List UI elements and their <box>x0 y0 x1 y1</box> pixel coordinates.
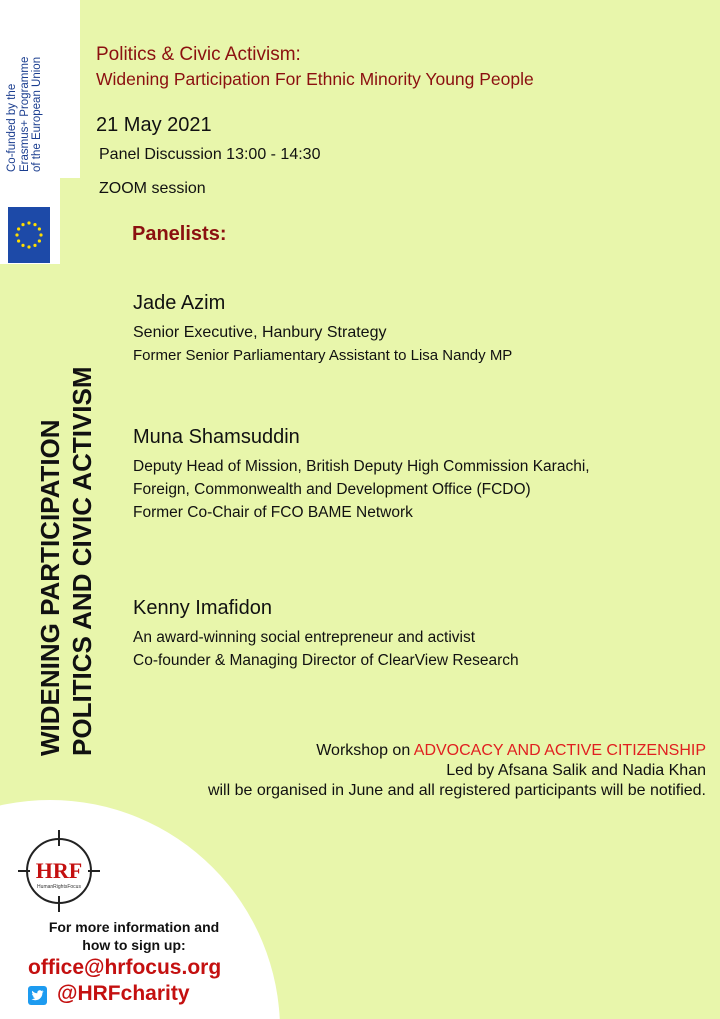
panelist-kenny-imafidon <box>133 597 519 672</box>
event-venue: ZOOM session <box>99 180 206 197</box>
workshop-note <box>208 741 706 801</box>
event-date: 21 May 2021 <box>96 114 212 136</box>
panelist-muna-shamsuddin <box>133 426 590 524</box>
eu-star-icon <box>17 239 20 242</box>
eu-text-line1: Co-funded by the <box>6 83 18 172</box>
panelist-role: Co-founder & Managing Director of ClearView Research <box>133 652 519 669</box>
eu-flag-icon <box>8 207 50 263</box>
eu-star-icon <box>33 244 36 247</box>
workshop-line3: will be organised in June and all registered participants will be notified. <box>207 782 706 799</box>
info-line2: how to sign up: <box>82 937 186 953</box>
side-title-line1: WIDENING PARTICIPATION <box>35 419 65 756</box>
workshop-prefix: Workshop on <box>316 742 414 759</box>
panelists-heading: Panelists: <box>132 223 227 245</box>
side-title <box>34 366 98 756</box>
workshop-line1 <box>208 741 706 761</box>
panelist-role: Former Co-Chair of FCO BAME Network <box>133 504 413 521</box>
panelist-jade-azim <box>133 292 512 366</box>
panelist-name: Kenny Imafidon <box>133 597 272 619</box>
panelist-role: An award-winning social entrepreneur and activist <box>133 629 476 646</box>
event-subtitle: Widening Participation For Ethnic Minority Young People <box>96 69 534 89</box>
eu-star-icon <box>17 227 20 230</box>
event-title: Politics & Civic Activism: <box>96 44 301 65</box>
panelist-role: Deputy Head of Mission, British Deputy High Commission Karachi, <box>133 458 590 475</box>
eu-star-icon <box>27 221 30 224</box>
contact-info-text <box>26 918 242 954</box>
eu-text-line3: of the European Union <box>31 56 43 172</box>
hrf-logo <box>16 828 102 914</box>
contact-email-link[interactable]: office@hrfocus.org <box>28 956 222 979</box>
twitter-handle: @HRFcharity <box>57 982 190 1005</box>
eu-star-icon <box>33 223 36 226</box>
side-title-line2: POLITICS AND CIVIC ACTIVISM <box>67 366 97 756</box>
panelist-role: Senior Executive, Hanbury Strategy <box>133 324 387 341</box>
workshop-topic: ADVOCACY AND ACTIVE CITIZENSHIP <box>413 742 706 759</box>
eu-star-icon <box>15 233 18 236</box>
eu-cofunding-text <box>6 57 44 172</box>
workshop-line2: Led by Afsana Salik and Nadia Khan <box>446 762 706 779</box>
panelist-name: Jade Azim <box>133 292 226 314</box>
panelist-role: Former Senior Parliamentary Assistant to Lisa Nandy MP <box>133 347 513 364</box>
panelist-name: Muna Shamsuddin <box>133 426 300 448</box>
eu-star-icon <box>38 227 41 230</box>
eu-text-line2: Erasmus+ Programme <box>18 56 31 172</box>
info-line1: For more information and <box>48 919 220 935</box>
eu-star-icon <box>39 233 42 236</box>
eu-star-icon <box>21 223 24 226</box>
logo-subtext: HumanRightsFocus <box>37 884 81 890</box>
eu-star-icon <box>38 239 41 242</box>
twitter-icon <box>28 986 47 1005</box>
event-time: Panel Discussion 13:00 - 14:30 <box>99 146 321 163</box>
logo-text: HRF <box>35 858 83 883</box>
eu-star-icon <box>21 244 24 247</box>
panelist-role: Foreign, Commonwealth and Development Office (FCDO) <box>133 481 531 498</box>
eu-star-icon <box>27 245 30 248</box>
